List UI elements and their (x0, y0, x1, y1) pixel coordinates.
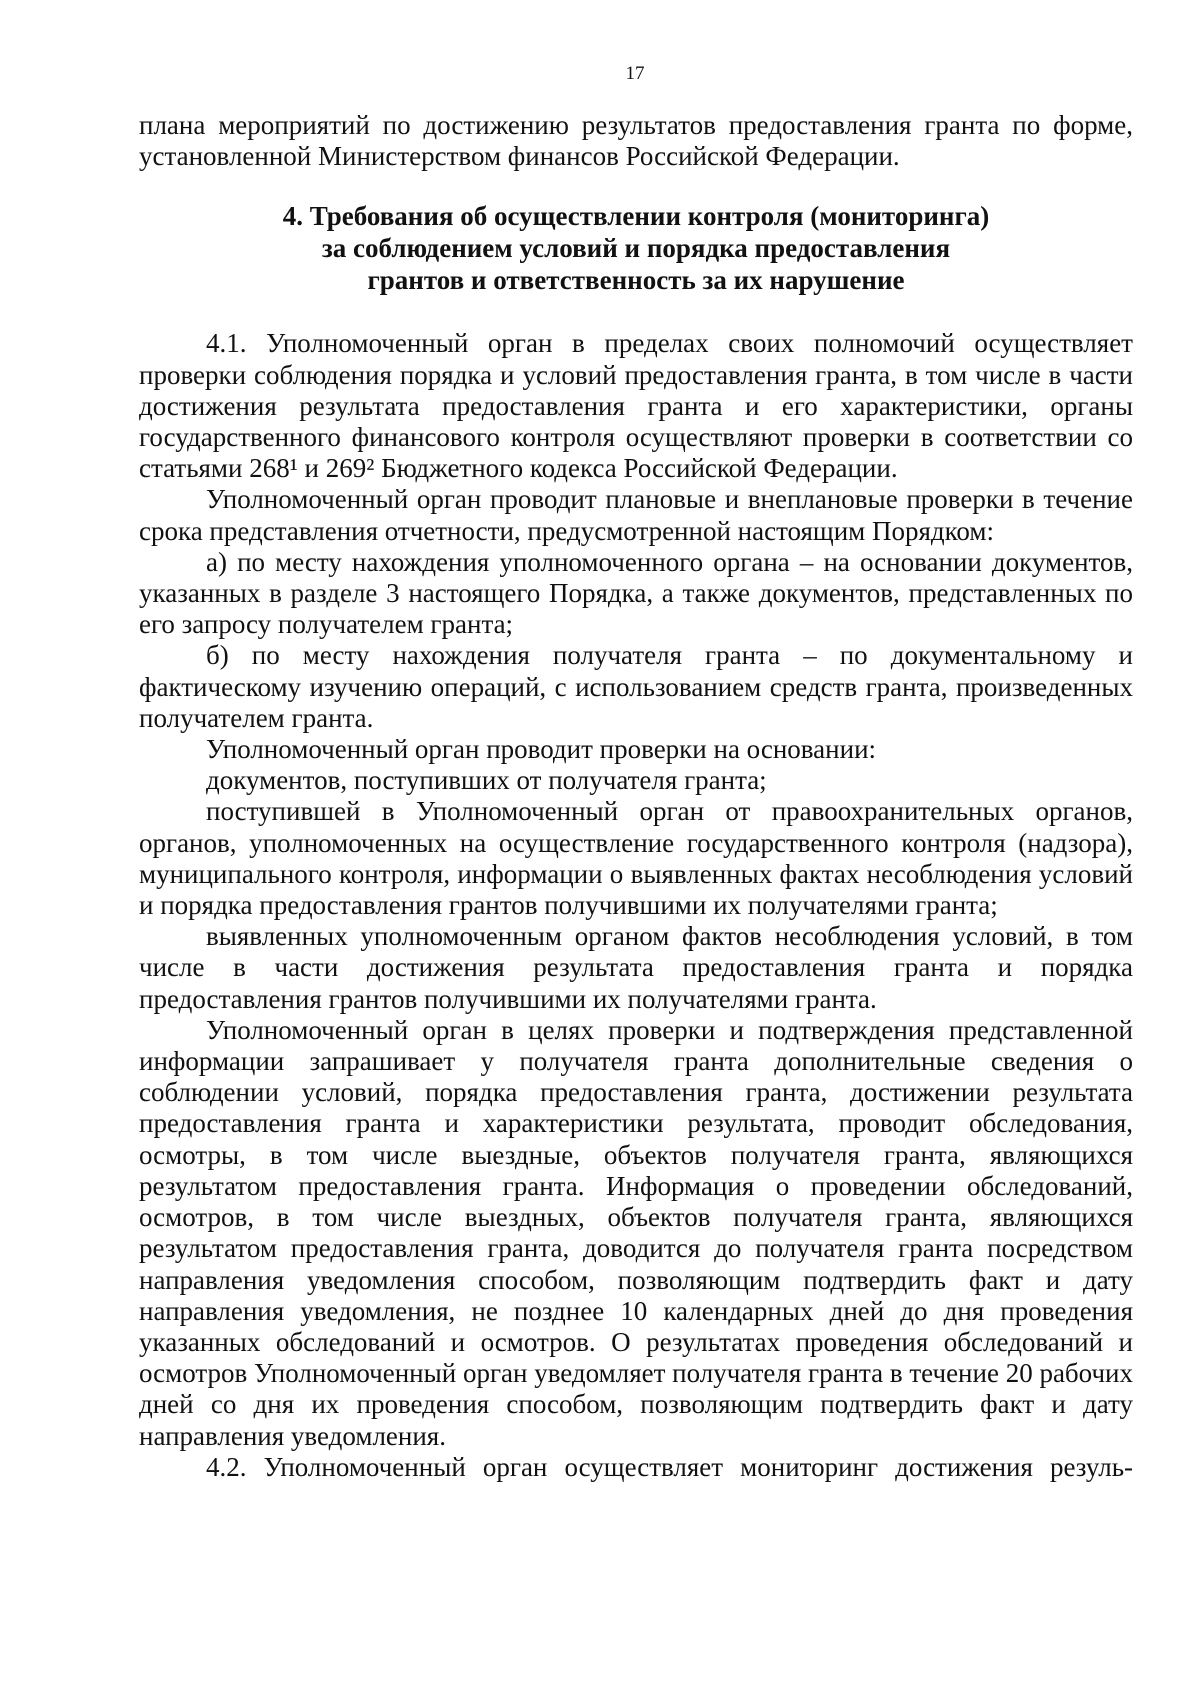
paragraph-basis-identified-facts: выявленных уполномоченным органом фактов несоблюдения условий, в том числе в части достижения результата предоставления гранта и порядка предоставления грантов получившими их получателями гранта. (139, 921, 1133, 1014)
paragraph-inspection-basis: Уполномоченный орган проводит проверки на основании: (206, 734, 877, 765)
section-heading-line-2: за соблюдением условий и порядка предоставления (321, 233, 951, 264)
page-number: 17 (625, 63, 645, 84)
paragraph-4-1: 4.1. Уполномоченный орган в пределах своих полномочий осуществляет проверки соблюдения порядка и условий предоставления гранта, в том числе в части достижения результата предоставления гранта и его характеристики, органы государственного финансового контроля осуществляют проверки в соответствии со статьями 268¹ и 269² Бюджетного кодекса Российской Федерации. (139, 328, 1133, 484)
section-heading-line-3: грантов и ответственность за их нарушение (367, 265, 905, 296)
paragraph-item-b: б) по месту нахождения получателя гранта – по документальному и фактическому изучению операций, с использованием средств гранта, произведенных получателем гранта. (139, 640, 1133, 733)
intro-paragraph: плана мероприятий по достижению результатов предоставления гранта по форме, установленной Министерством финансов Российской Федерации. (139, 110, 1133, 172)
paragraph-item-a: а) по месту нахождения уполномоченного органа – на основании документов, указанных в разделе 3 настоящего Порядка, а также документов, представленных по его запросу получателем гранта; (139, 546, 1133, 640)
paragraph-basis-documents: документов, поступивших от получателя гранта; (206, 765, 767, 796)
paragraph-inspections-and-notifications: Уполномоченный орган в целях проверки и подтверждения представленной информации запрашивает у получателя гранта дополнительные сведения о соблюдении условий, порядка предоставления гранта, достижении результата предоставления гранта и характеристики результата, проводит обследования, осмотры, в том числе выездные, объектов получателя гранта, являющихся результатом предоставления гранта. Информация о проведении обследований, осмотров, в том числе выездных, объектов получателя гранта, являющихся результатом предоставления гранта, доводится до получателя гранта посредством направления уведомления способом, позволяющим подтвердить факт и дату направления уведомления, не позднее 10 календарных дней до дня проведения указанных обследований и осмотров. О результатах проведения обследований и осмотров Уполномоченный орган уведомляет получателя гранта в течение 20 рабочих дней со дня их проведения способом, позволяющим подтвердить факт и дату направления уведомления. (139, 1014, 1133, 1451)
paragraph-inspection-types: Уполномоченный орган проводит плановые и внеплановые проверки в течение срока представления отчетности, предусмотренной настоящим Порядком: (139, 484, 1133, 546)
section-heading-line-1: 4. Требования об осуществлении контроля (мониторинга) (282, 201, 990, 232)
paragraph-4-2-start: 4.2. Уполномоченный орган осуществляет мониторинг достижения резуль- (206, 1451, 1133, 1482)
paragraph-basis-external-information: поступившей в Уполномоченный орган от правоохранительных органов, органов, уполномоченных на осуществление государственного контроля (надзора), муниципального контроля, информации о выявленных фактах несоблюдения условий и порядка предоставления грантов получившими их получателями гранта; (139, 796, 1133, 921)
document-body (139, 110, 1133, 1483)
section-heading (139, 200, 1133, 296)
